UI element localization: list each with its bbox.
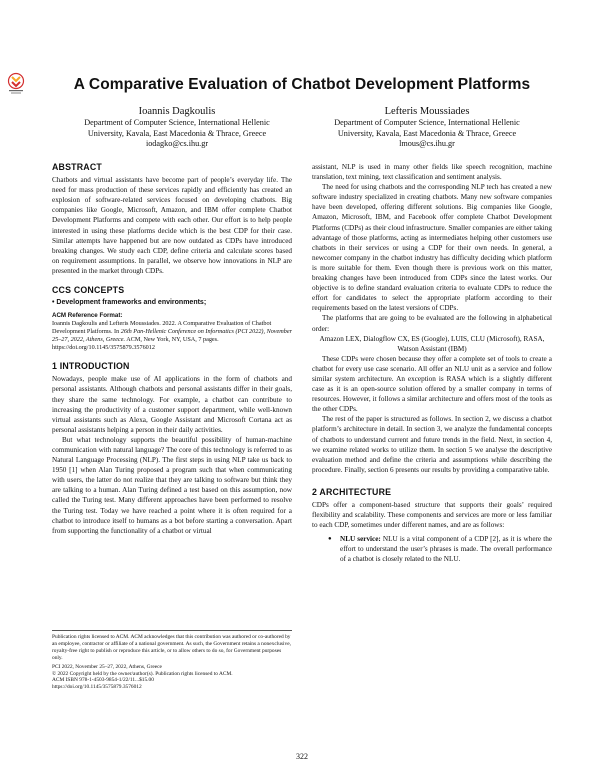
author-department: Department of Computer Science, International Hellenic xyxy=(84,118,270,127)
check-for-updates-badge-icon[interactable] xyxy=(6,72,26,96)
ccs-heading: CCS CONCEPTS xyxy=(52,285,125,296)
author-1 xyxy=(52,105,302,150)
conference-line: PCI 2022, November 25–27, 2022, Athens, Greece xyxy=(52,663,162,670)
body-paragraph-1: assistant, NLP is used in many other fields like speech recognition, machine translation, text mining, text classification and sentiment analysis. xyxy=(312,163,552,182)
abstract-heading: ABSTRACT xyxy=(52,162,102,172)
reference-authors: Ioannis Dagkoulis and Lefteris Moussiades. 2022. A Comparative Evaluation of Chatbot Development Platforms. In xyxy=(52,320,272,336)
component-list xyxy=(312,534,552,564)
author-university: University, Kavala, East Macedonia & Thrace, Greece xyxy=(87,128,267,138)
right-column xyxy=(312,162,552,565)
abstract-text: Chatbots and virtual assistants have become part of people’s everyday life. The need for mass production of these services rapidly and efficiently has created an explosion of software-related services focused on developing chatbots. Big companies like Google, Microsoft, Amazon, and IBM offer complete Chatbot Development Platforms and compete with each other. Our effort is to help people interested in using these platforms decide which is the best CDP for their case. Similar attempts have happened but are now outdated as CDPs have introduced breaking changes. We study each CDP, define criteria and calculate scores based on requirement assumptions. In parallel, we observe how innovations in NLP are presented in the market through CDPs. xyxy=(52,176,292,275)
body-paragraph-3: The platforms that are going to be evaluated are the following in alphabetical order: xyxy=(312,314,552,333)
architecture-heading: 2 ARCHITECTURE xyxy=(312,486,392,497)
copyright-line: © 2022 Copyright held by the owner/author(s). Publication rights licensed to ACM. xyxy=(52,670,233,677)
author-department: Department of Computer Science, International Hellenic xyxy=(334,118,520,127)
author-block xyxy=(52,105,552,157)
copyright-footnote xyxy=(52,630,292,691)
reference-doi[interactable]: ACM, New York, NY, USA, 7 pages. https://doi.org/10.1145/3575879.3576012 xyxy=(52,336,219,352)
acm-reference-text xyxy=(52,320,292,352)
rights-notice: Publication rights licensed to ACM. ACM acknowledges that this contribution was authored or co-authored by an employee, contractor or affiliate of a national government. As such, the Government retains a nonexclusive, royalty-free right to publish or reproduce this article, or to allow others to do so, for Government purposes only. xyxy=(52,634,291,661)
reference-venue: 26th Pan-Hellenic Conference on Informatics (PCI 2022), November 25–27, 2022, Athens, Greece. xyxy=(52,328,293,344)
doi-link[interactable]: https://doi.org/10.1145/3575879.3576012 xyxy=(52,684,142,691)
ccs-concept-item: • Development frameworks and environments; xyxy=(52,299,207,307)
body-paragraph-2: The need for using chatbots and the corresponding NLP tech has created a new software industry specialized in creating chatbots. Many new software companies have been developed, offering different solutions. Big companies like Google, Amazon, Microsoft, IBM, and Facebook offer complete Chatbot Development Platforms (CDPs) as their cloud infrastructure. Smaller companies are either taking advantage of those platforms, acting as intermediates helping other customers use chatbots in their services or using a CDP for their own needs. In general, a newcomer company in the chatbot industry has difficulty deciding which platform is more suitable for them. Even though there is previous work on this matter, breaking changes have been introduced from CDPs since the latest works. Our objective is to define standard evaluation criteria to evaluate CDPs to reduce the effort for candidates to select the appropriate platform according to their requirements based on the latest versions of CDPs. xyxy=(312,183,552,313)
architecture-paragraph: CDPs offer a component-based structure that supports their goals’ required flexibility and scalability. These components and services are more or less familiar to each CDP, sometimes under different names, and are as follows: xyxy=(312,501,552,530)
author-name: Lefteris Moussiades xyxy=(384,106,470,117)
bullet-label: NLU service: xyxy=(340,535,381,544)
left-column xyxy=(52,162,292,536)
acm-reference-heading: ACM Reference Format: xyxy=(52,312,123,320)
introduction-paragraph-2: But what technology supports the beautiful possibility of human-machine communication with natural language? The core of this technology is referred to as Natural Language Processing (NLP). The first steps in using NLP take us back to 1950 [1] when Alan Turing proposed a program such that when communicating with users, the latter do not realize that they are talking to software but think they are talking to a human. Alan Turing defined a test based on this assumption, now called the Turing test. Many different approaches have been performed to resolve the Turing test. Today we have reached a point where it is often required for a chatbot to introduce itself to humans as a bot before starting a conversation. Apart from supporting the functionality of a chatbot or virtual xyxy=(52,435,292,535)
author-university: University, Kavala, East Macedonia & Thrace, Greece xyxy=(337,128,517,138)
author-name: Ioannis Dagkoulis xyxy=(138,106,216,117)
author-email[interactable]: iodagko@cs.ihu.gr xyxy=(145,139,209,148)
paper-page xyxy=(52,0,552,776)
paper-title: A Comparative Evaluation of Chatbot Development Platforms xyxy=(73,76,531,93)
author-email[interactable]: lmous@cs.ihu.gr xyxy=(399,139,455,148)
page-number: 322 xyxy=(296,752,308,761)
introduction-heading: 1 INTRODUCTION xyxy=(52,361,130,372)
isbn-line: ACM ISBN 978-1-4503-9854-1/22/11...$15.00 xyxy=(52,677,154,684)
body-paragraph-5: The rest of the paper is structured as follows. In section 2, we discuss a chatbot platform’s architecture in detail. In section 3, we analyze the fundamental concepts of chatbots to understand current and future trends in the field. Next, in section 4, we examine related works to utilize them. In section 5 we analyse the descriptive evaluation method and define the criteria and assumptions while describing the procedure. Finally, section 6 presents our results by providing a comparative table. xyxy=(312,415,552,474)
bullet-text: NLU is a vital component of a CDP [2], as it is where the effort to understand the user’s phrases is made. The overall performance of a chatbot is closely related to the NLU. xyxy=(340,535,552,564)
author-2 xyxy=(302,105,552,150)
list-item xyxy=(328,534,552,564)
platform-list: Amazon LEX, Dialogflow CX, ES (Google), LUIS, CLU (Microsoft), RASA, Watson Assistant (IBM) xyxy=(319,334,545,353)
introduction-paragraph-1: Nowadays, people make use of AI applications in the form of chatbots and personal assistants. Although chatbots and personal assistants differ in their goals, they share the same technology. For example, a chatbot can contribute to increasing the productivity of a customer support department, while well-known virtual assistants such as Alexa, Google Assistant and Microsoft Cortana act as personal assistants helping a person in their daily activities. xyxy=(52,375,292,434)
body-paragraph-4: These CDPs were chosen because they offer a complete set of tools to create a chatbot for every use case scenario. All offer an NLU unit as a service and follow similar system architecture. An exception is RASA which is a slightly different case as it is an open-source solution offered by a smaller company in terms of resources. However, it follows a similar architecture and offers most of the tools as the other CDPs. xyxy=(312,354,552,414)
